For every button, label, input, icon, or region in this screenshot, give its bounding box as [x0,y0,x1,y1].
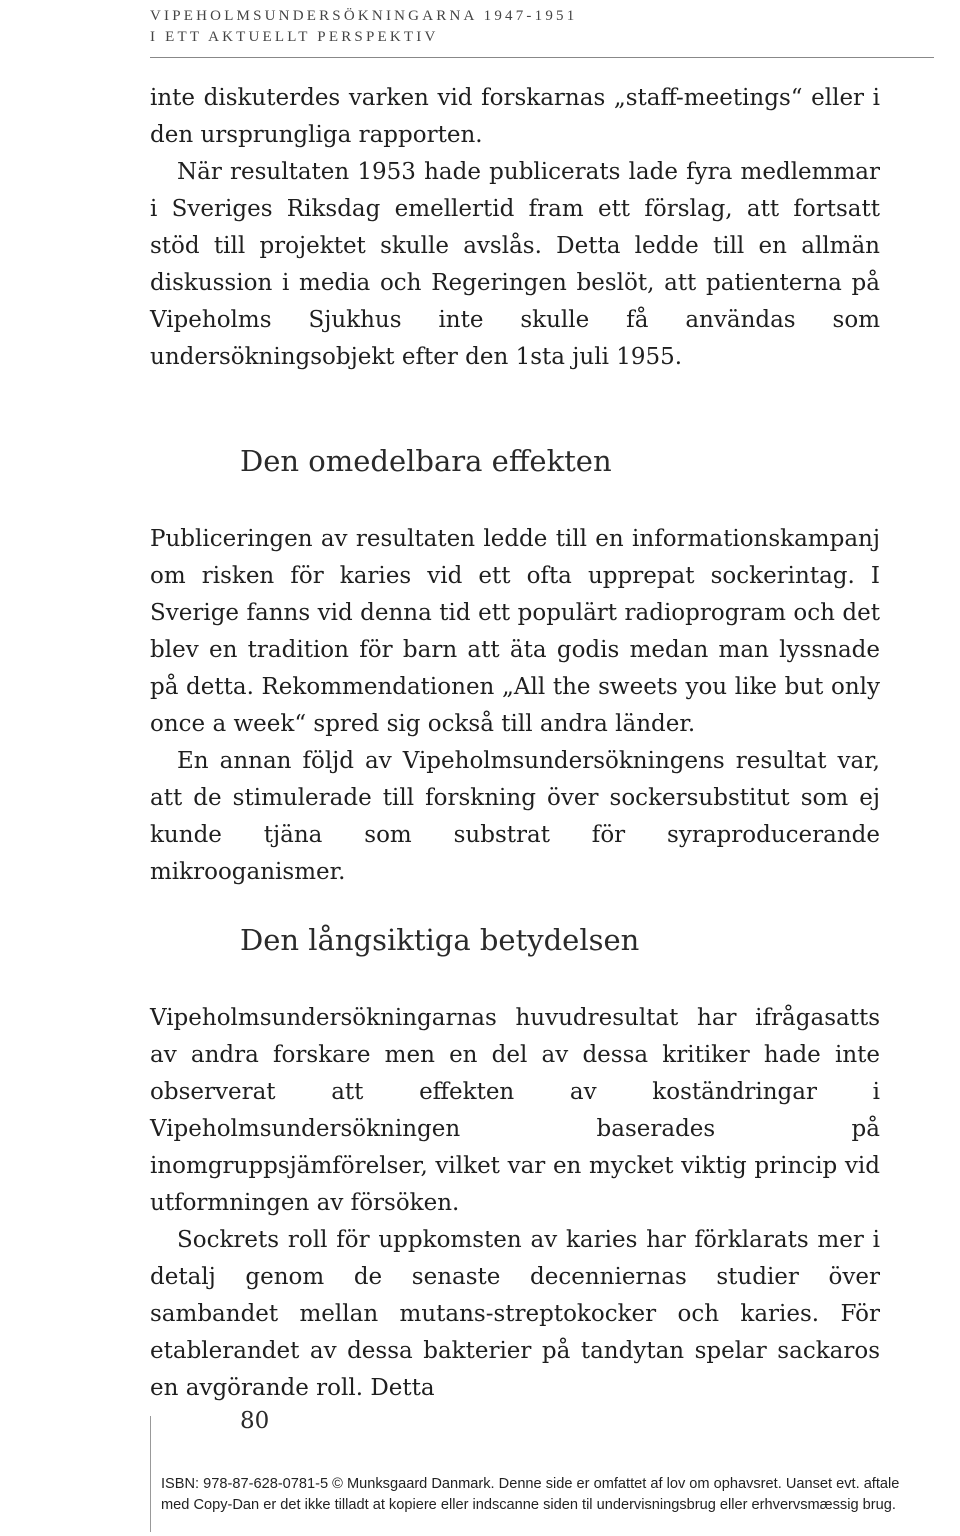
paragraph: Sockrets roll för uppkomsten av karies har förklarats mer i detalj genom de senaste decenniernas studier över sambandet mellan mutans-streptokocker och karies. För etablerandet av dessa bakterier på tandytan spelar sackaros en avgörande roll. Detta [150,1227,880,1401]
page-number: 80 [240,1408,270,1434]
section-heading: Den omedelbara effekten [240,444,612,478]
paragraph: Vipeholmsundersökningarnas huvudresultat har ifrågasatts av andra forskare men en del av dessa kritiker hade inte observerat att effekten av koständringar i Vipeholmsundersökningen baserades på inomgruppsjämförelser, vilket var en mycket viktig princip vid utformningen av försöken. [150,1005,880,1216]
header-rule [150,57,934,58]
section-text [150,1000,880,1407]
footer-line: ISBN: 978-87-628-0781-5 © Munksgaard Danmark. Denne side er omfattet af lov om ophavsret. Uanset evt. aftale [161,1476,900,1492]
intro-text [150,80,880,376]
running-head [150,6,577,48]
running-head-title: VIPEHOLMSUNDERSÖKNINGARNA 1947-1951 [150,8,578,24]
paragraph: En annan följd av Vipeholmsundersökningens resultat var, att de stimulerade till forskning över sockersubstitut som ej kunde tjäna som substrat för syraproducerande mikrooganismer. [150,748,880,885]
footer-line: med Copy-Dan er det ikke tilladt at kopiere eller indscanne siden til undervisningsbrug eller erhvervsmæssig brug. [161,1497,896,1513]
footer-rule [150,1416,151,1532]
section-heading: Den långsiktiga betydelsen [240,923,640,957]
running-head-subtitle: I ETT AKTUELLT PERSPEKTIV [150,29,439,45]
copyright-footer [161,1474,960,1516]
section-text [150,521,880,891]
paragraph: Publiceringen av resultaten ledde till en informationskampanj om risken för karies vid ett ofta upprepat sockerintag. I Sverige fanns vid denna tid ett populärt radioprogram och det blev en tradition för barn att äta godis medan man lyssnade på detta. Rekommendationen „All the sweets you like but only once a week“ spred sig också till andra länder. [150,526,880,737]
paragraph: När resultaten 1953 hade publicerats lade fyra medlemmar i Sveriges Riksdag emellertid fram ett förslag, att fortsatt stöd till projektet skulle avslås. Detta ledde till en allmän diskussion i media och Regeringen beslöt, att patienterna på Vipeholms Sjukhus inte skulle få användas som undersökningsobjekt efter den 1sta juli 1955. [150,159,880,370]
paragraph: inte diskuterdes varken vid forskarnas „staff-meetings“ eller i den ursprungliga rapporten. [150,85,880,148]
